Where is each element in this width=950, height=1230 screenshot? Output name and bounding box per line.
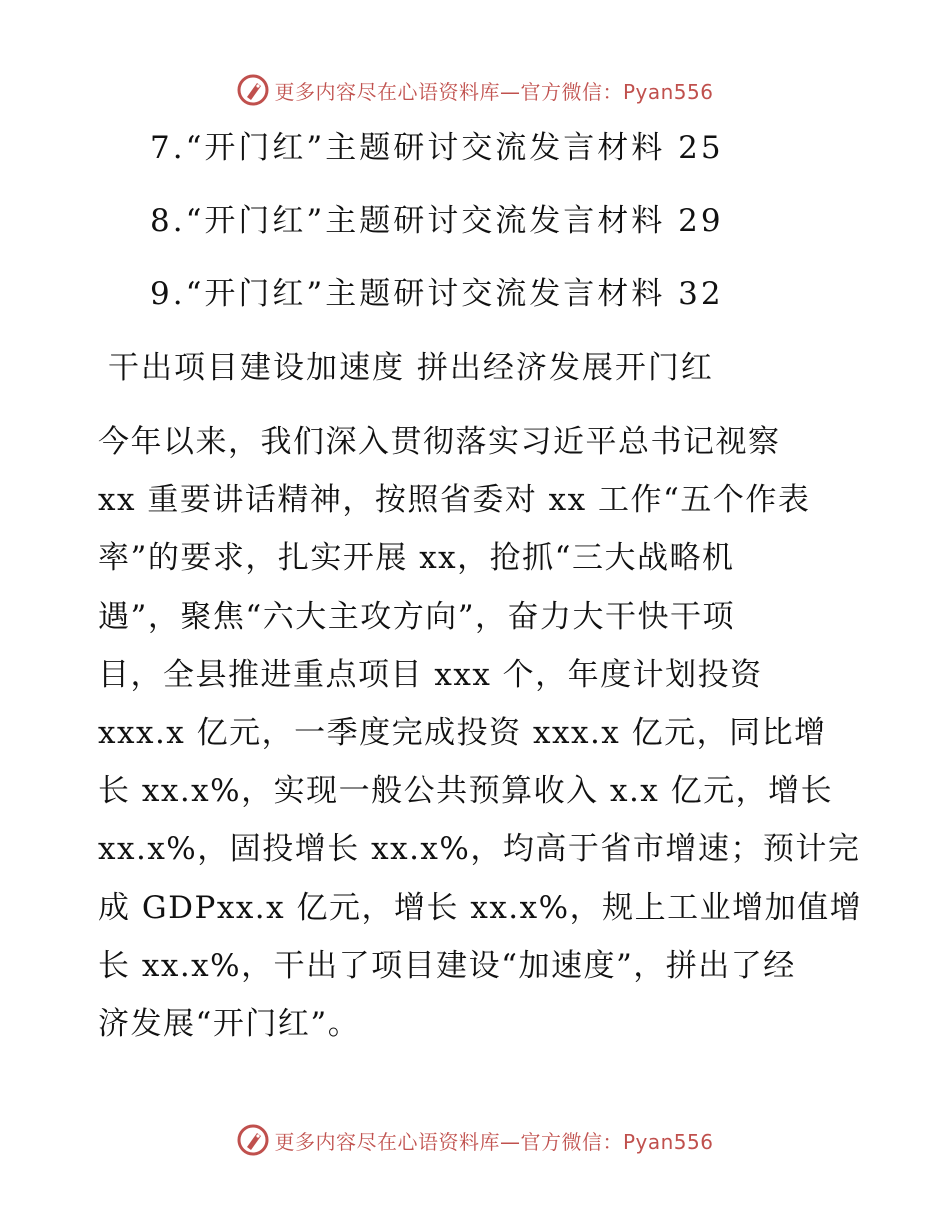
toc-item: 9.“开门红”主题研讨交流发言材料 32 (150, 276, 724, 312)
watermark-text: 更多内容尽在心语资料库—官方微信：Pyan556 (274, 1129, 714, 1154)
body-line: 率”的要求，扎实开展 xx，抢抓“三大战略机 (98, 540, 735, 577)
body-line: 今年以来，我们深入贯彻落实习近平总书记视察 (98, 424, 781, 460)
toc-item: 7.“开门红”主题研讨交流发言材料 25 (150, 130, 724, 166)
body-line: 长 xx.x%，干出了项目建设“加速度”，拼出了经 (98, 947, 796, 984)
body-line: 遇”，聚焦“六大主攻方向”，奋力大干快干项 (98, 598, 736, 635)
toc-item: 8.“开门红”主题研讨交流发言材料 29 (150, 203, 724, 239)
body-line: 成 GDPxx.x 亿元，增长 xx.x%，规上工业增加值增 (98, 889, 863, 926)
header-watermark (0, 70, 950, 110)
body-line: xxx.x 亿元，一季度完成投资 xxx.x 亿元，同比增 (98, 714, 827, 751)
body-line: 长 xx.x%，实现一般公共预算收入 x.x 亿元，增长 (98, 773, 834, 810)
table-of-contents (150, 118, 870, 337)
body-line: 目，全县推进重点项目 xxx 个，年度计划投资 (98, 656, 763, 693)
body-line: 济发展“开门红”。 (98, 1005, 361, 1042)
pen-nib-logo-icon (236, 73, 270, 107)
body-line: xx 重要讲话精神，按照省委对 xx 工作“五个作表 (98, 482, 811, 519)
article-body (98, 413, 868, 1053)
article-title: 干出项目建设加速度 拼出经济发展开门红 (108, 350, 714, 386)
watermark-text: 更多内容尽在心语资料库—官方微信：Pyan556 (274, 79, 714, 104)
footer-watermark (0, 1120, 950, 1160)
body-line: xx.x%，固投增长 xx.x%，均高于省市增速；预计完 (98, 831, 861, 868)
pen-nib-logo-icon (236, 1123, 270, 1157)
